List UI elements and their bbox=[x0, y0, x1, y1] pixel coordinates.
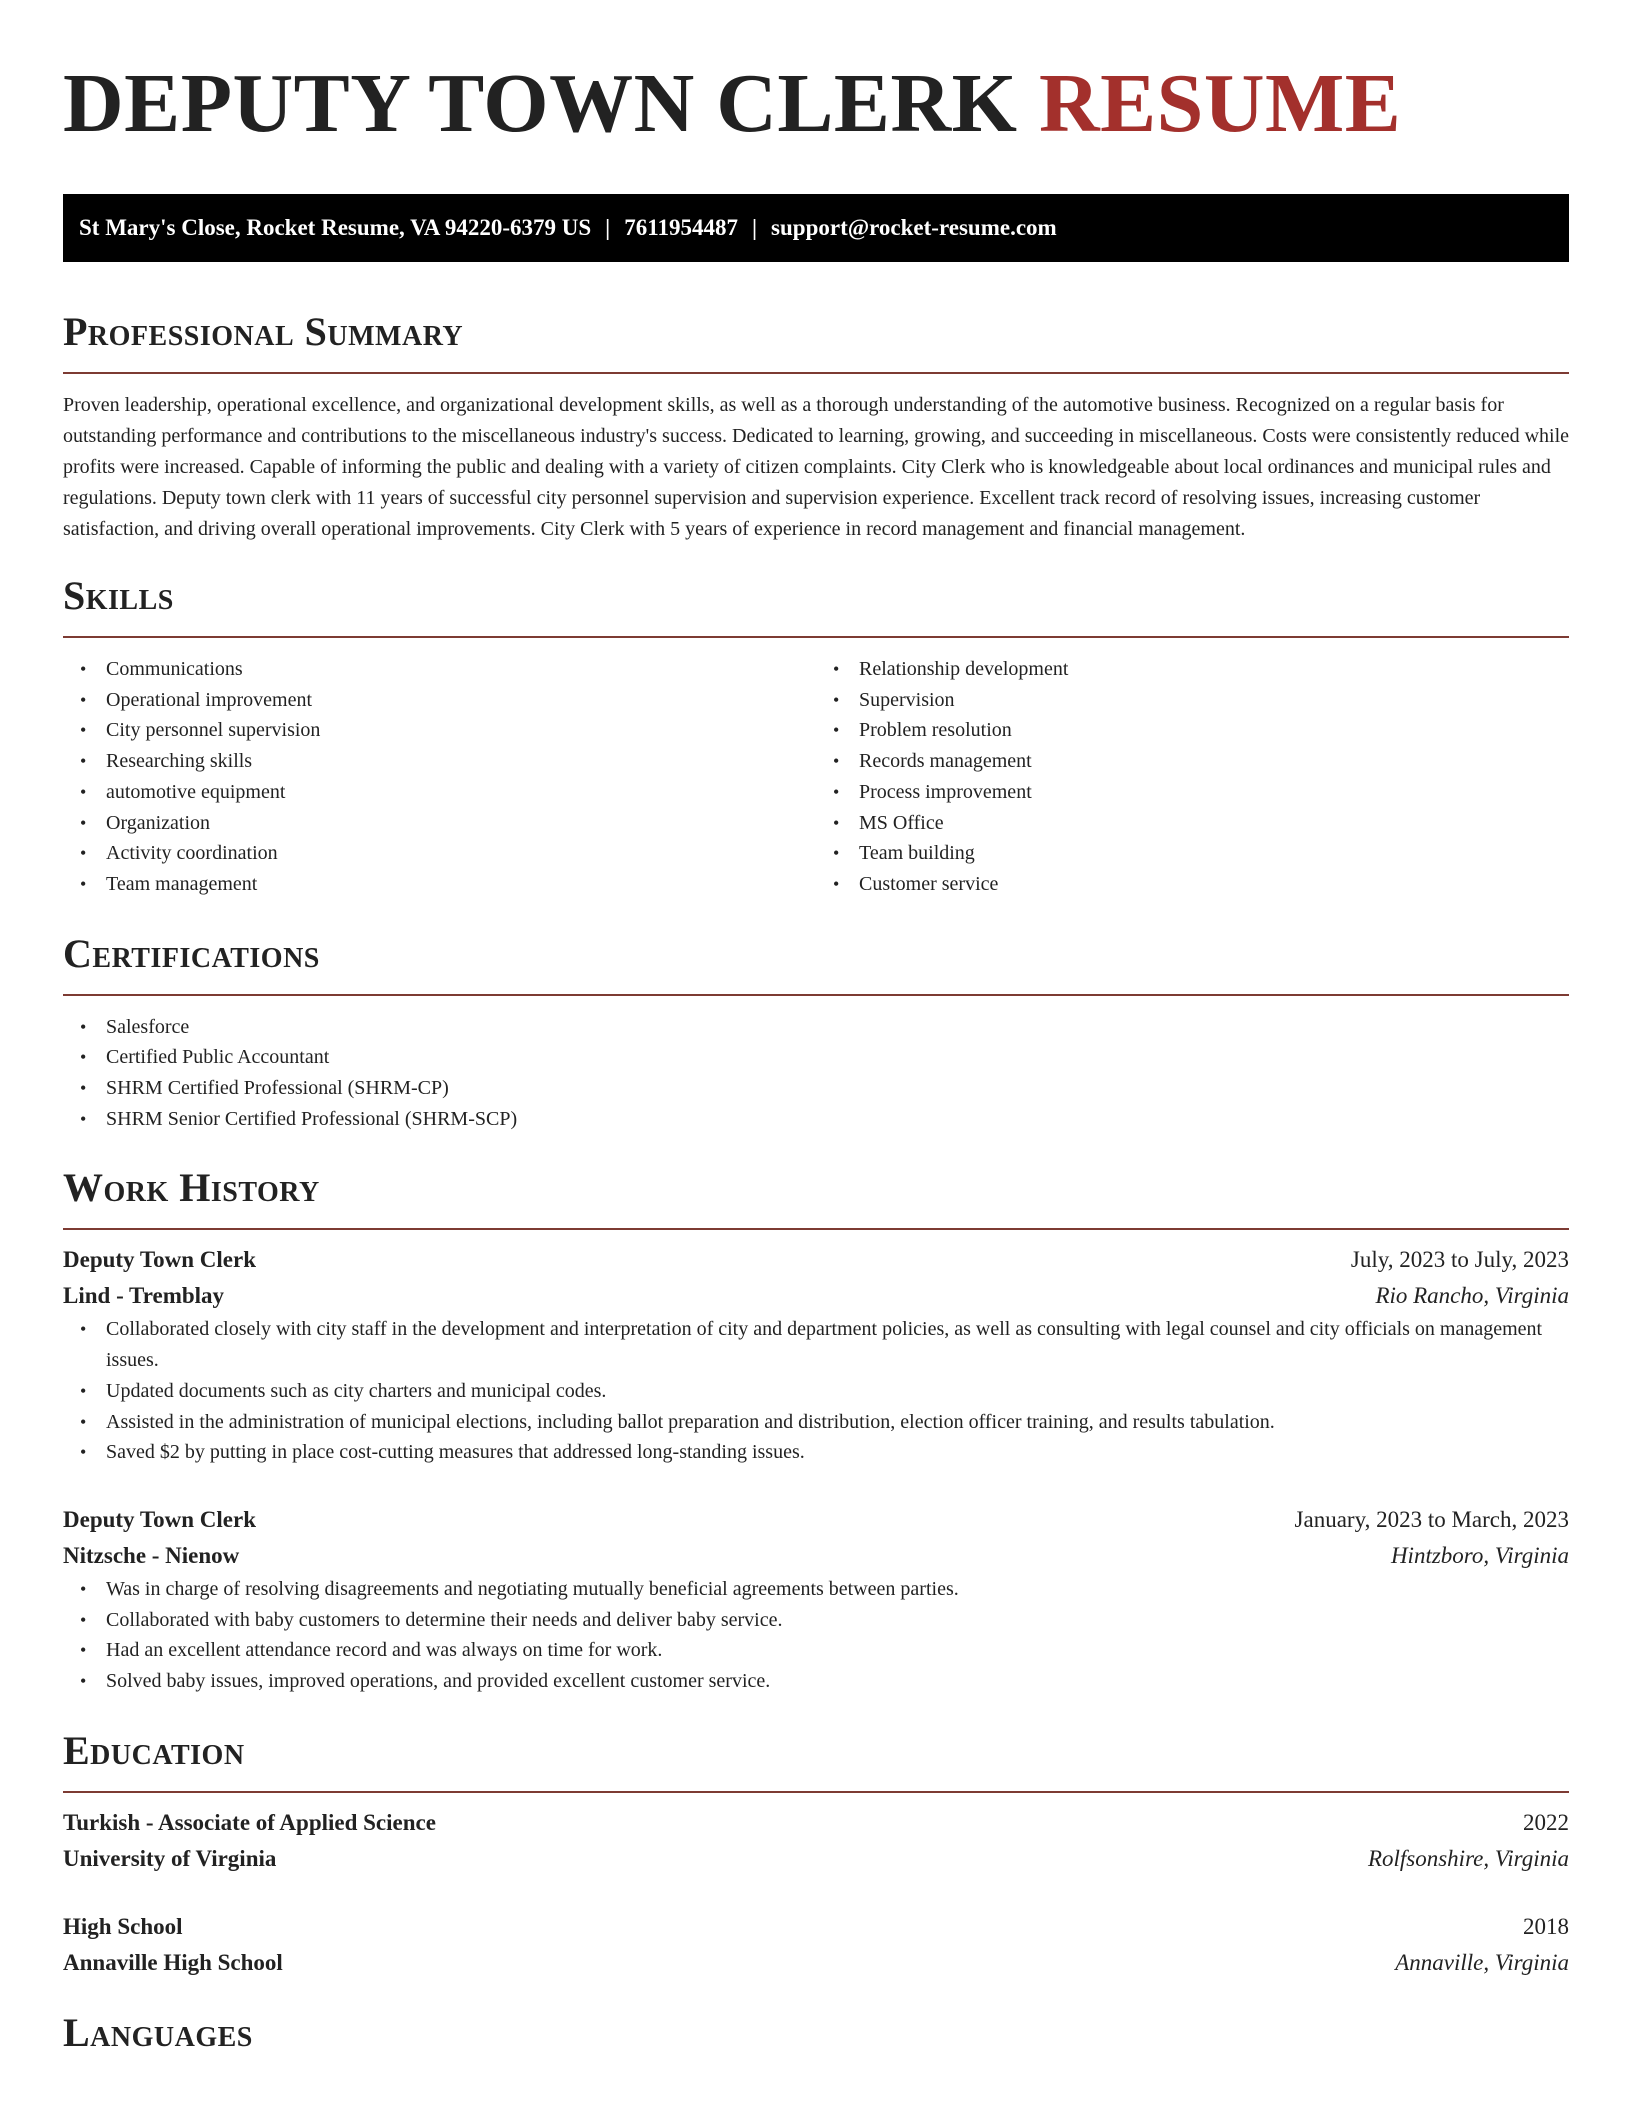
job-company-row bbox=[63, 1538, 1569, 1574]
skill-item: • City personnel supervision bbox=[106, 715, 816, 746]
education-year: 2022 bbox=[1523, 1809, 1569, 1835]
contact-separator: | bbox=[751, 215, 758, 240]
contact-separator: | bbox=[605, 215, 611, 240]
skill-item: • Team building bbox=[859, 838, 1569, 869]
skills-list-left bbox=[63, 654, 816, 900]
certifications-section bbox=[63, 930, 1569, 1135]
section-heading-summary: Professional Summary bbox=[63, 309, 464, 354]
education-degree: High School bbox=[63, 1913, 183, 1939]
job-duty-item: • Solved baby issues, improved operations, and provided excellent customer service. bbox=[106, 1666, 1569, 1697]
job-title-row bbox=[63, 1502, 1569, 1538]
job-entry bbox=[63, 1242, 1569, 1468]
skill-item: • Team management bbox=[106, 869, 816, 900]
certification-item: • Salesforce bbox=[106, 1012, 1569, 1043]
section-heading-skills: Skills bbox=[63, 573, 174, 618]
contact-email: support@rocket-resume.com bbox=[771, 215, 1057, 240]
skill-item: • Relationship development bbox=[859, 654, 1569, 685]
job-entry bbox=[63, 1502, 1569, 1697]
skill-item: • MS Office bbox=[859, 808, 1569, 839]
contact-phone: 7611954487 bbox=[624, 215, 738, 240]
section-divider bbox=[63, 636, 1569, 638]
job-duty-item: • Assisted in the administration of municipal elections, including ballot preparation and distribution, election officer training, and results tabulation. bbox=[106, 1407, 1569, 1438]
skill-item: • Customer service bbox=[859, 869, 1569, 900]
job-duties-list bbox=[63, 1574, 1569, 1697]
skill-item: • Communications bbox=[106, 654, 816, 685]
skill-item: • Organization bbox=[106, 808, 816, 839]
job-duty-item: • Was in charge of resolving disagreements and negotiating mutually beneficial agreements between parties. bbox=[106, 1574, 1569, 1605]
section-heading-education: Education bbox=[63, 1727, 245, 1773]
education-location: Annaville, Virginia bbox=[1395, 1949, 1569, 1975]
work-history-section bbox=[63, 1164, 1569, 1696]
skills-section bbox=[63, 572, 1569, 900]
skill-item: • Researching skills bbox=[106, 746, 816, 777]
education-degree: Turkish - Associate of Applied Science bbox=[63, 1809, 436, 1835]
skill-item: • Activity coordination bbox=[106, 838, 816, 869]
job-duty-item: • Collaborated closely with city staff in the development and interpretation of city and department policies, as well as consulting with legal counsel and city officials on management issues. bbox=[106, 1314, 1569, 1375]
section-heading-certifications: Certifications bbox=[63, 930, 320, 976]
job-dates: July, 2023 to July, 2023 bbox=[1350, 1247, 1569, 1273]
education-entry bbox=[63, 1909, 1569, 1981]
summary-section bbox=[63, 308, 1569, 545]
section-divider bbox=[63, 994, 1569, 996]
job-company: Lind - Tremblay bbox=[63, 1283, 225, 1309]
contact-bar bbox=[63, 194, 1569, 262]
education-school: Annaville High School bbox=[63, 1949, 283, 1975]
contact-address: St Mary's Close, Rocket Resume, VA 94220-6379 US bbox=[79, 215, 592, 240]
section-divider bbox=[63, 1228, 1569, 1230]
skill-item: • Supervision bbox=[859, 685, 1569, 716]
job-title: Deputy Town Clerk bbox=[63, 1506, 256, 1532]
job-duty-item: • Collaborated with baby customers to determine their needs and deliver baby service. bbox=[106, 1605, 1569, 1636]
education-entry bbox=[63, 1805, 1569, 1877]
job-dates: January, 2023 to March, 2023 bbox=[1294, 1506, 1569, 1532]
skills-grid bbox=[63, 654, 1569, 900]
section-heading-work-history: Work History bbox=[63, 1165, 320, 1211]
job-duty-item: • Saved $2 by putting in place cost-cutting measures that addressed long-standing issues. bbox=[106, 1437, 1569, 1468]
resume-title bbox=[63, 56, 1569, 152]
job-duties-list bbox=[63, 1314, 1569, 1468]
job-title: Deputy Town Clerk bbox=[63, 1247, 256, 1273]
education-section bbox=[63, 1727, 1569, 1981]
education-location: Rolfsonshire, Virginia bbox=[1367, 1845, 1569, 1871]
title-main: DEPUTY TOWN CLERK bbox=[63, 57, 1018, 150]
job-location: Hintzboro, Virginia bbox=[1390, 1542, 1569, 1568]
section-divider bbox=[63, 1791, 1569, 1793]
skill-item: • Problem resolution bbox=[859, 715, 1569, 746]
certifications-list bbox=[63, 1012, 1569, 1135]
education-school: University of Virginia bbox=[63, 1845, 277, 1871]
job-duty-item: • Had an excellent attendance record and was always on time for work. bbox=[106, 1635, 1569, 1666]
education-school-row bbox=[63, 1945, 1569, 1981]
skill-item: • automotive equipment bbox=[106, 777, 816, 808]
title-accent: RESUME bbox=[1038, 57, 1402, 150]
certification-item: • SHRM Certified Professional (SHRM-CP) bbox=[106, 1073, 1569, 1104]
skill-item: • Records management bbox=[859, 746, 1569, 777]
education-degree-row bbox=[63, 1805, 1569, 1841]
certification-item: • Certified Public Accountant bbox=[106, 1042, 1569, 1073]
job-title-row bbox=[63, 1242, 1569, 1278]
skill-item: • Operational improvement bbox=[106, 685, 816, 716]
job-company: Nitzsche - Nienow bbox=[63, 1542, 240, 1568]
job-location: Rio Rancho, Virginia bbox=[1375, 1283, 1569, 1309]
summary-text: Proven leadership, operational excellence, and organizational development skills, as well as a thorough understanding of the automotive business. Recognized on a regular basis for outstanding performance and contributions to the miscellaneous industry's success. Dedicated to learning, growing, and succeeding in miscellaneous. Costs were consistently reduced while profits were increased. Capable of informing the public and dealing with a variety of citizen complaints. City Clerk who is knowledgeable about local ordinances and municipal rules and regulations. Deputy town clerk with 11 years of successful city personnel supervision and supervision experience. Excellent track record of resolving issues, increasing customer satisfaction, and driving overall operational improvements. City Clerk with 5 years of experience in record management and financial management. bbox=[63, 394, 1569, 540]
languages-section bbox=[63, 2009, 1569, 2057]
section-divider bbox=[63, 372, 1569, 374]
education-year: 2018 bbox=[1523, 1913, 1569, 1939]
certification-item: • SHRM Senior Certified Professional (SHRM-SCP) bbox=[106, 1104, 1569, 1135]
job-duty-item: • Updated documents such as city charters and municipal codes. bbox=[106, 1376, 1569, 1407]
skills-list-right bbox=[816, 654, 1569, 900]
education-degree-row bbox=[63, 1909, 1569, 1945]
education-school-row bbox=[63, 1841, 1569, 1877]
job-company-row bbox=[63, 1278, 1569, 1314]
section-heading-languages: Languages bbox=[63, 2009, 253, 2055]
skill-item: • Process improvement bbox=[859, 777, 1569, 808]
